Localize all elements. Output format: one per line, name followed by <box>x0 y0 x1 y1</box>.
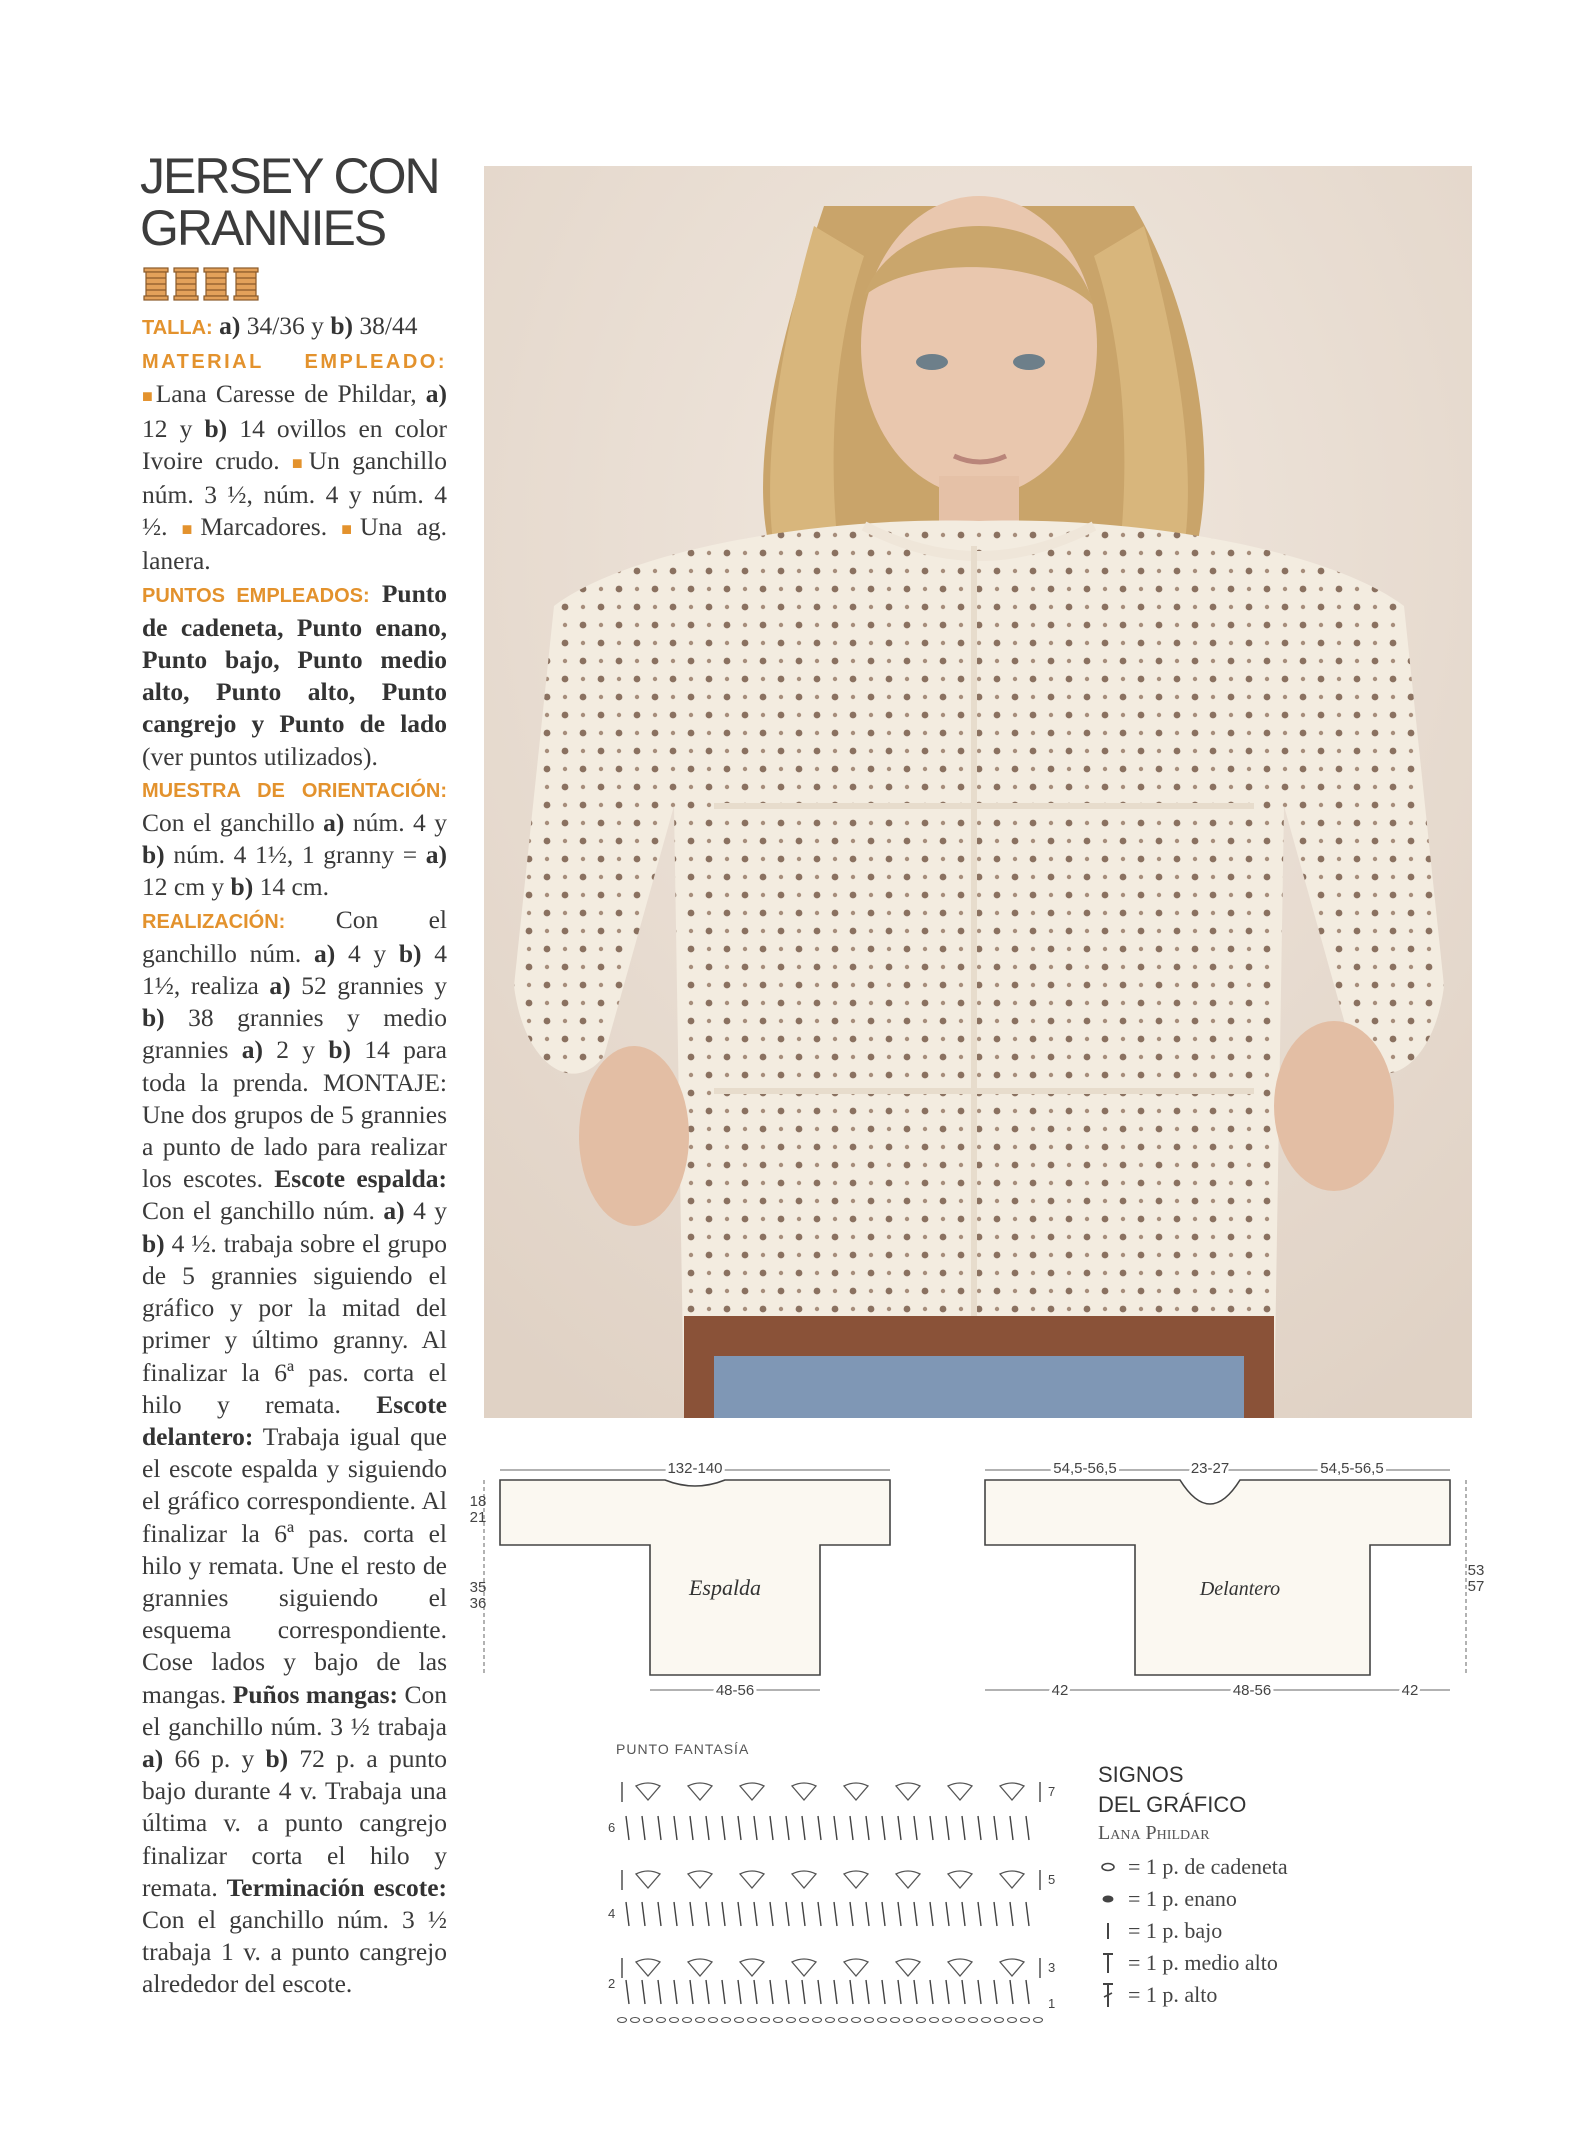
stitch-mark <box>740 1959 764 1976</box>
stitch-mark <box>1026 1980 1029 2004</box>
stitch-mark <box>658 1902 661 1926</box>
stitch-mark <box>896 1871 920 1888</box>
stitch-mark <box>792 1783 816 1800</box>
spool-icon <box>174 268 198 300</box>
front-height-a: 53 <box>1467 1562 1485 1579</box>
stitch-mark <box>636 1959 660 1976</box>
stitch-mark <box>706 1816 709 1840</box>
stitch-mark <box>839 2018 848 2023</box>
stitch-mark <box>631 2018 640 2023</box>
stitch-mark <box>930 2018 939 2023</box>
stitch-mark <box>896 1783 920 1800</box>
stitch-mark <box>626 1980 629 2004</box>
single-crochet-icon <box>1098 1915 1122 1947</box>
front-bottom-left: 42 <box>1051 1682 1069 1699</box>
stitch-mark <box>735 2018 744 2023</box>
stitch-mark <box>688 1783 712 1800</box>
stitch-mark <box>706 1980 709 2004</box>
stitch-mark <box>690 1980 693 2004</box>
stitch-mark <box>946 1816 949 1840</box>
front-bottom-width: 48-56 <box>1232 1682 1272 1699</box>
escote-espalda-label: Escote espalda: <box>274 1164 447 1194</box>
slip-stitch-icon <box>1098 1883 1122 1915</box>
puntos-paragraph: PUNTOS EMPLEADOS: Punto de cadeneta, Punto enano, Punto bajo, Punto medio alto, Punto alto, Punto cangrejo y Punto de lado (ver puntos utilizados). <box>142 578 447 771</box>
stitch-mark <box>978 1816 981 1840</box>
stitch-mark <box>722 1902 725 1926</box>
stitch-mark <box>917 2018 926 2023</box>
spool-icon <box>234 268 258 300</box>
stitch-mark <box>834 1980 837 2004</box>
stitch-mark <box>898 1816 901 1840</box>
stitch-mark <box>930 1816 933 1840</box>
stitch-mark <box>896 1959 920 1976</box>
stitch-mark <box>1010 1980 1013 2004</box>
spool-icon <box>144 268 168 300</box>
stitch-mark <box>898 1902 901 1926</box>
front-top-left: 54,5-56,5 <box>1053 1460 1117 1477</box>
back-top-width: 132-140 <box>667 1460 723 1477</box>
stitch-mark <box>818 1980 821 2004</box>
puntos-label: PUNTOS EMPLEADOS: <box>142 584 370 607</box>
stitch-mark <box>626 1816 629 1840</box>
front-label: Delantero <box>1199 1578 1281 1600</box>
stitch-mark <box>818 1902 821 1926</box>
stitch-chart <box>600 1736 1070 2036</box>
stitch-mark <box>740 1871 764 1888</box>
talla-label: TALLA: <box>142 317 213 339</box>
bullet-icon: ■ <box>341 519 360 540</box>
stitch-mark <box>761 2018 770 2023</box>
stitch-mark <box>865 2018 874 2023</box>
stitch-mark <box>834 1902 837 1926</box>
stitch-mark <box>792 1959 816 1976</box>
front-top-right: 54,5-56,5 <box>1320 1460 1384 1477</box>
stitch-mark <box>878 2018 887 2023</box>
stitch-mark <box>948 1959 972 1976</box>
stitch-mark <box>657 2018 666 2023</box>
page-title: JERSEY CON GRANNIES <box>140 148 439 256</box>
stitch-mark <box>978 1980 981 2004</box>
legend-item: = 1 p. medio alto <box>1098 1947 1428 1979</box>
front-neck-width: 23-27 <box>1190 1460 1230 1477</box>
stitch-mark <box>1000 1783 1024 1800</box>
stitch-mark <box>800 2018 809 2023</box>
row-number: 4 <box>608 1906 616 1921</box>
stitch-mark <box>1008 2018 1017 2023</box>
stitch-symbols <box>618 1782 1043 2023</box>
stitch-mark <box>706 1902 709 1926</box>
stitch-mark <box>754 1816 757 1840</box>
realizacion-paragraph: REALIZACIÓN: Con el ganchillo núm. a) 4 y b) 4 1½, realiza a) 52 grannies y b) 38 grannies y medio grannies a) 2 y b) 14 para toda la prenda. MONTAJE: Une dos grupos de 5 grannies a punto de lado para realizar los escotes. Escote espalda: Con el ganchillo núm. a) 4 y b) 4 ½. trabaja sobre el grupo de 5 grannies siguiendo el gráfico y por la mitad del primer y último granny. Al finalizar la 6ª pas. corta el hilo y remata. Escote delantero: Trabaja igual que el escote espalda y siguiendo el gráfico correspondiente. Al finalizar la 6ª pas. corta el hilo y remata. Une el resto de grannies siguiendo el esquema correspondiente. Cose lados y bajo de las mangas. Puños mangas: Con el ganchillo núm. 3 ½ trabaja a) 66 p. y b) 72 p. a punto bajo durante 4 v. Trabaja una última v. a punto cangrejo finalizar corta el hilo y remata. Terminación escote: Con el ganchillo núm. 3 ½ trabaja 1 v. a punto cangrejo alrededor del escote. <box>142 904 448 1999</box>
stitch-mark <box>786 1816 789 1840</box>
muestra-label: MUESTRA DE ORIENTACIÓN: <box>142 779 447 802</box>
stitch-mark <box>844 1959 868 1976</box>
stitch-mark <box>738 1980 741 2004</box>
stitch-mark <box>956 2018 965 2023</box>
stitch-mark <box>670 2018 679 2023</box>
row-number: 2 <box>608 1976 616 1991</box>
stitch-mark <box>688 1871 712 1888</box>
chain-stitch-icon <box>1098 1851 1122 1883</box>
stitch-mark <box>826 2018 835 2023</box>
stitch-mark <box>882 1902 885 1926</box>
bullet-icon: ■ <box>142 386 156 407</box>
stitch-mark <box>774 2018 783 2023</box>
row-number: 3 <box>1048 1960 1056 1975</box>
stitch-mark <box>658 1980 661 2004</box>
difficulty-rating <box>142 266 262 302</box>
stitch-mark <box>914 1902 917 1926</box>
escote-delantero-label: Escote delantero: <box>142 1389 447 1451</box>
stitch-mark <box>802 1816 805 1840</box>
stitch-mark <box>636 1783 660 1800</box>
stitch-mark <box>818 1816 821 1840</box>
stitch-mark <box>866 1816 869 1840</box>
stitch-mark <box>802 1980 805 2004</box>
row-number: 6 <box>608 1820 616 1835</box>
stitch-mark <box>787 2018 796 2023</box>
row-number: 5 <box>1048 1872 1056 1887</box>
back-body-height-b: 36 <box>470 1595 487 1612</box>
stitch-mark <box>882 1816 885 1840</box>
stitch-mark <box>850 1816 853 1840</box>
back-body-height-a: 35 <box>470 1579 487 1596</box>
stitch-mark <box>978 1902 981 1926</box>
stitch-mark <box>658 1816 661 1840</box>
spool-icon <box>204 268 228 300</box>
schematic-front <box>985 1460 1484 1699</box>
legend-title: SIGNOS DEL GRÁFICO <box>1098 1762 1247 1817</box>
stitch-mark <box>688 1959 712 1976</box>
stitch-mark <box>969 2018 978 2023</box>
stitch-mark <box>948 1783 972 1800</box>
stitch-mark <box>674 1902 677 1926</box>
stitch-mark <box>642 1980 645 2004</box>
stitch-mark <box>844 1871 868 1888</box>
stitch-mark <box>866 1980 869 2004</box>
model-photo <box>484 166 1472 1418</box>
stitch-mark <box>882 1980 885 2004</box>
back-bottom-width: 48-56 <box>715 1682 755 1699</box>
stitch-mark <box>1000 1959 1024 1976</box>
stitch-mark <box>642 1902 645 1926</box>
stitch-chart-title: PUNTO FANTASÍA <box>616 1741 750 1757</box>
stitch-mark <box>642 1816 645 1840</box>
stitch-mark <box>754 1980 757 2004</box>
stitch-mark <box>786 1980 789 2004</box>
stitch-mark <box>943 2018 952 2023</box>
stitch-mark <box>994 1816 997 1840</box>
stitch-mark <box>962 1902 965 1926</box>
stitch-mark <box>1010 1902 1013 1926</box>
front-bottom-right: 42 <box>1401 1682 1419 1699</box>
stitch-mark <box>690 1902 693 1926</box>
stitch-mark <box>982 2018 991 2023</box>
stitch-mark <box>786 1902 789 1926</box>
stitch-mark <box>1034 2018 1043 2023</box>
half-double-crochet-icon <box>1098 1947 1122 1979</box>
stitch-mark <box>802 1902 805 1926</box>
stitch-mark <box>850 1902 853 1926</box>
stitch-mark <box>674 1980 677 2004</box>
back-sleeve-height-b: 21 <box>470 1509 487 1526</box>
stitch-mark <box>748 2018 757 2023</box>
stitch-mark <box>636 1871 660 1888</box>
material-paragraph: MATERIAL EMPLEADO: ■Lana Caresse de Phildar, a) 12 y b) 14 ovillos en color Ivoire crudo. ■Un ganchillo núm. 3 ½, núm. 4 y núm. 4 ½. ■Marcadores. ■Una ag. lanera. <box>142 351 448 576</box>
stitch-mark <box>962 1980 965 2004</box>
row-number: 7 <box>1048 1784 1056 1799</box>
stitch-mark <box>994 1980 997 2004</box>
stitch-mark <box>1010 1816 1013 1840</box>
stitch-mark <box>852 2018 861 2023</box>
stitch-mark <box>626 1902 629 1926</box>
material-label: MATERIAL EMPLEADO: <box>142 351 447 374</box>
chart-legend <box>1098 1760 1428 2011</box>
double-crochet-icon <box>1098 1979 1122 2011</box>
instructions-text <box>142 310 447 2001</box>
stitch-mark <box>770 1980 773 2004</box>
stitch-mark <box>738 1902 741 1926</box>
stitch-mark <box>930 1902 933 1926</box>
stitch-mark <box>813 2018 822 2023</box>
stitch-mark <box>1026 1902 1029 1926</box>
legend-item: = 1 p. enano <box>1098 1883 1428 1915</box>
stitch-mark <box>834 1816 837 1840</box>
back-label: Espalda <box>688 1575 762 1600</box>
punos-label: Puños mangas: <box>232 1679 398 1709</box>
stitch-mark <box>674 1816 677 1840</box>
stitch-mark <box>618 2018 627 2023</box>
stitch-mark <box>696 2018 705 2023</box>
stitch-mark <box>738 1816 741 1840</box>
legend-subtitle: Lana Phildar <box>1098 1822 1210 1844</box>
stitch-mark <box>722 1980 725 2004</box>
stitch-mark <box>891 2018 900 2023</box>
stitch-mark <box>930 1980 933 2004</box>
stitch-mark <box>904 2018 913 2023</box>
row-number: 1 <box>1048 1996 1056 2011</box>
stitch-mark <box>644 2018 653 2023</box>
stitch-mark <box>1000 1871 1024 1888</box>
terminacion-label: Terminación escote: <box>226 1872 448 1902</box>
stitch-mark <box>770 1902 773 1926</box>
stitch-mark <box>722 2018 731 2023</box>
stitch-mark <box>690 1816 693 1840</box>
bullet-icon: ■ <box>291 452 309 473</box>
garment-schematics <box>470 1450 1510 1710</box>
stitch-mark <box>866 1902 869 1926</box>
front-height-b: 57 <box>1467 1578 1485 1595</box>
stitch-mark <box>709 2018 718 2023</box>
bullet-icon: ■ <box>181 519 201 540</box>
stitch-mark <box>683 2018 692 2023</box>
stitch-mark <box>962 1816 965 1840</box>
stitch-mark <box>898 1980 901 2004</box>
legend-item: = 1 p. alto <box>1098 1979 1428 2011</box>
stitch-mark <box>1026 1816 1029 1840</box>
realizacion-label: REALIZACIÓN: <box>142 910 286 933</box>
legend-item: = 1 p. de cadeneta <box>1098 1851 1428 1883</box>
stitch-mark <box>946 1980 949 2004</box>
stitch-mark <box>948 1871 972 1888</box>
stitch-mark <box>740 1783 764 1800</box>
talla-paragraph: TALLA: a) 34/36 y b) 38/44 <box>142 311 418 340</box>
stitch-mark <box>770 1816 773 1840</box>
muestra-paragraph: MUESTRA DE ORIENTACIÓN: Con el ganchillo a) núm. 4 y b) núm. 4 1½, 1 granny = a) 12 cm y b) 14 cm. <box>142 779 448 902</box>
schematic-back <box>470 1460 890 1699</box>
stitch-mark <box>844 1783 868 1800</box>
back-sleeve-height-a: 18 <box>470 1493 487 1510</box>
stitch-mark <box>850 1980 853 2004</box>
stitch-mark <box>914 1980 917 2004</box>
stitch-mark <box>994 1902 997 1926</box>
stitch-mark <box>754 1902 757 1926</box>
stitch-mark <box>914 1816 917 1840</box>
stitch-mark <box>792 1871 816 1888</box>
stitch-mark <box>1021 2018 1030 2023</box>
legend-item: = 1 p. bajo <box>1098 1915 1428 1947</box>
stitch-mark <box>946 1902 949 1926</box>
stitch-mark <box>995 2018 1004 2023</box>
stitch-mark <box>722 1816 725 1840</box>
